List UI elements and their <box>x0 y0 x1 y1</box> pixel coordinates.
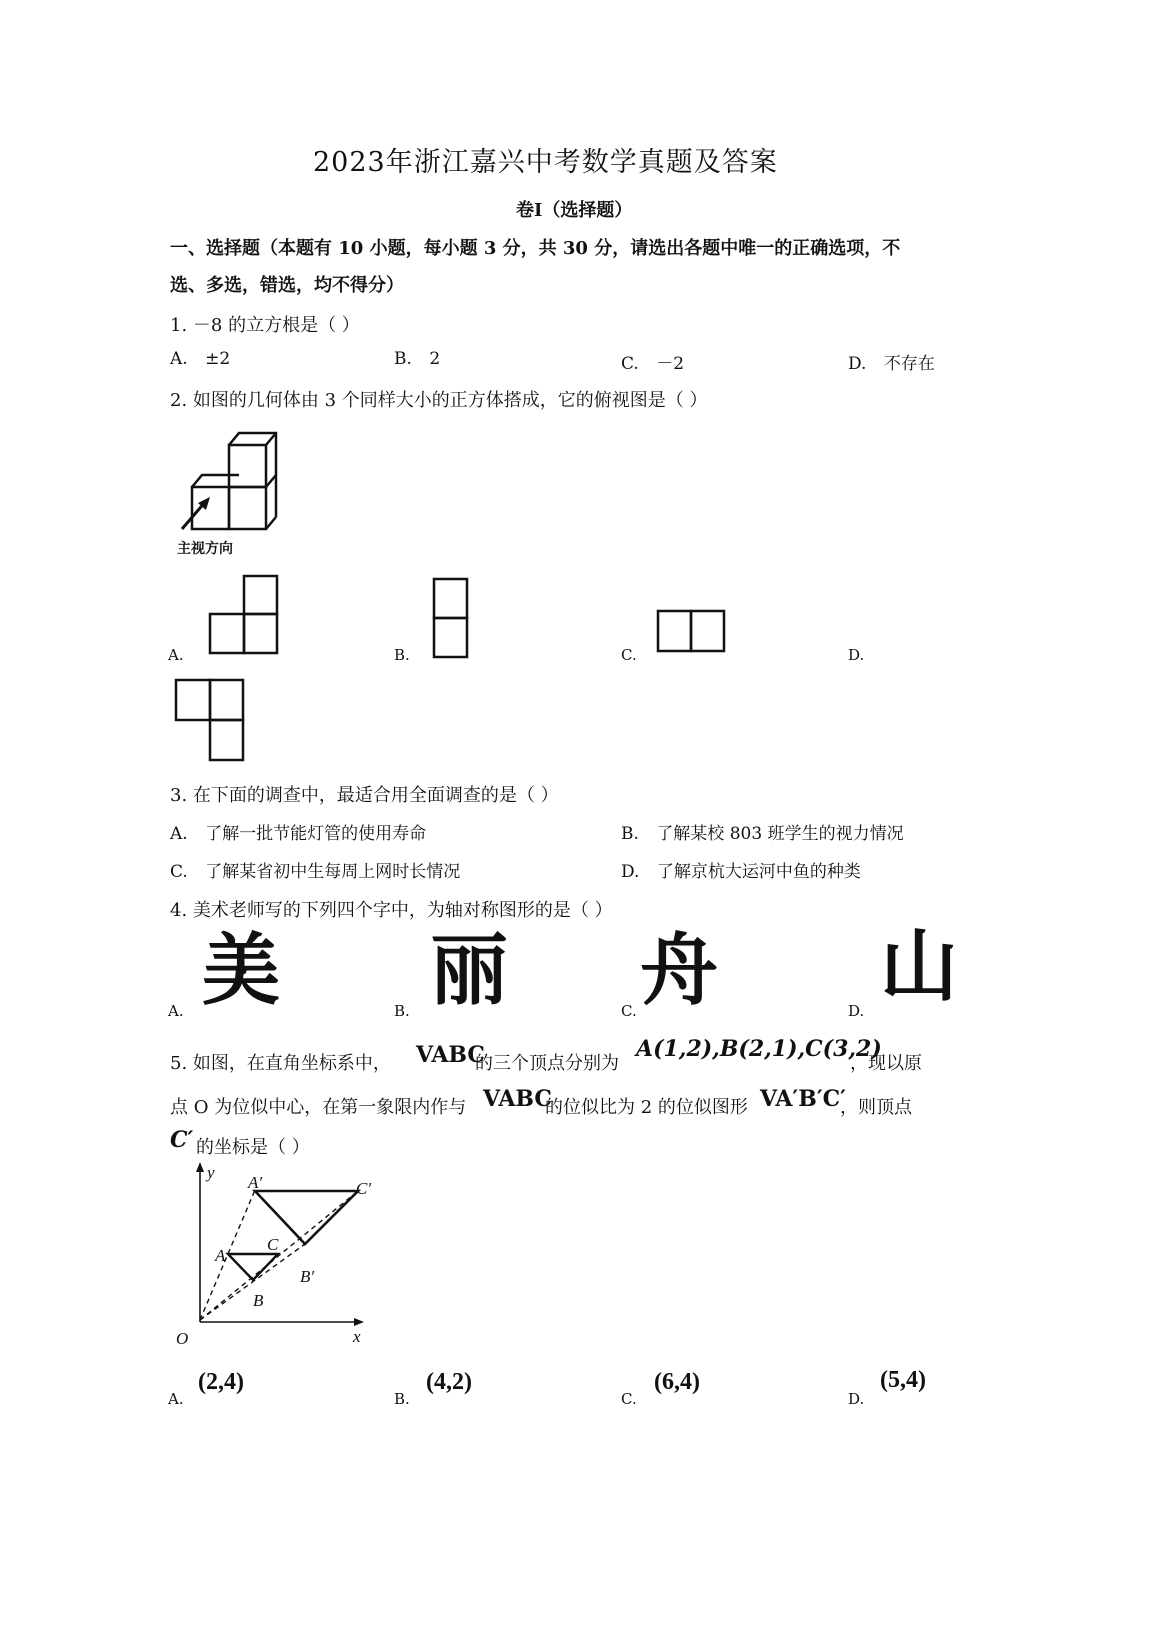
option-text: 了解京杭大运河中鱼的种类 <box>656 862 861 882</box>
option-text: 了解某校 803 班学生的视力情况 <box>656 824 904 844</box>
question-4-stem: 4. 美术老师写的下列四个字中，为轴对称图形的是（ ） <box>170 900 613 921</box>
q5-line2-part2: 的位似比为 2 的位似图形 <box>545 1097 748 1118</box>
q5-line2-part1: 点 O 为位似中心，在第一象限内作与 <box>170 1097 467 1118</box>
option-letter: C. <box>621 354 639 374</box>
q3-option-a <box>170 819 426 844</box>
q5-line1-part2: 的三个顶点分别为 <box>475 1053 619 1074</box>
q4-option-c-label: C. <box>621 1002 637 1020</box>
q3-option-b <box>621 819 904 844</box>
option-text: 2 <box>429 349 441 369</box>
origin-label: O <box>176 1329 189 1348</box>
q5-option-c-value: (6,4) <box>654 1369 700 1395</box>
option-text: 了解某省初中生每周上网时长情况 <box>205 862 461 882</box>
q2-option-c-figure <box>656 609 728 655</box>
option-letter: A. <box>170 349 188 369</box>
q2-option-b-label: B. <box>394 646 410 664</box>
section-heading-line2: 选、多选，错选，均不得分） <box>170 275 404 296</box>
q1-option-a <box>170 349 230 369</box>
option-letter: D. <box>621 862 640 882</box>
q5-triangle-image: VA′B′C′ <box>760 1086 846 1112</box>
section-heading-line1: 一、选择题（本题有 10 小题，每小题 3 分，共 30 分，请选出各题中唯一的正确选项，不 <box>170 238 901 259</box>
page-title: 2023年浙江嘉兴中考数学真题及答案 <box>313 147 778 178</box>
option-text: 不存在 <box>883 354 935 374</box>
q5-line1-part3: ，现以原 <box>850 1053 922 1074</box>
option-text: －2 <box>656 354 685 374</box>
q5-option-b-label: B. <box>394 1390 410 1408</box>
q5-line2-part3: ，则顶点 <box>840 1097 912 1118</box>
q5-option-a-label: A. <box>168 1390 184 1408</box>
q1-option-c <box>621 349 684 374</box>
point-b-prime-label: B′ <box>300 1267 315 1286</box>
figure-caption: 主视方向 <box>177 541 233 557</box>
paper-label: 卷Ⅰ（选择题） <box>516 200 633 221</box>
q2-option-c-label: C. <box>621 646 637 664</box>
q2-option-d-label: D. <box>848 646 865 664</box>
point-b-label: B <box>253 1291 264 1310</box>
q4-option-c-char: 舟 <box>640 925 719 1016</box>
option-letter: A. <box>170 824 188 844</box>
option-letter: B. <box>621 824 639 844</box>
q4-option-d-label: D. <box>848 1002 865 1020</box>
option-text: 了解一批节能灯管的使用寿命 <box>205 824 427 844</box>
q5-option-d-value: (5,4) <box>880 1367 926 1393</box>
q5-option-d-label: D. <box>848 1390 865 1408</box>
option-letter: C. <box>170 862 188 882</box>
option-text: ±2 <box>205 349 231 369</box>
q3-option-c <box>170 857 460 882</box>
q5-option-b-value: (4,2) <box>426 1369 472 1395</box>
question-3-stem: 3. 在下面的调查中，最适合用全面调查的是（ ） <box>170 785 559 806</box>
q1-option-d <box>848 349 935 374</box>
question-1-stem: 1. －8 的立方根是（ ） <box>170 315 360 336</box>
q4-option-a-char: 美 <box>202 925 281 1016</box>
q5-vertex-coords: A(1,2),B(2,1),C(3,2) <box>636 1036 882 1062</box>
q4-option-b-char: 丽 <box>430 925 509 1016</box>
q4-option-a-label: A. <box>168 1002 184 1020</box>
q5-line3: 的坐标是（ ） <box>196 1137 310 1158</box>
q3-option-d <box>621 857 861 882</box>
point-a-prime-label: A′ <box>248 1173 263 1192</box>
q5-triangle-abc: VABC <box>416 1042 485 1068</box>
axis-label-x: x <box>353 1327 361 1346</box>
q2-option-d-figure <box>174 678 248 764</box>
option-letter: B. <box>394 349 412 369</box>
coordinate-figure <box>170 1160 380 1350</box>
q2-option-a-figure <box>208 574 280 656</box>
q5-line1-part1: 5. 如图，在直角坐标系中， <box>170 1053 391 1074</box>
q4-option-b-label: B. <box>394 1002 410 1020</box>
option-letter: D. <box>848 354 867 374</box>
question-2-stem: 2. 如图的几何体由 3 个同样大小的正方体搭成，它的俯视图是（ ） <box>170 390 708 411</box>
q2-option-b-figure <box>432 577 470 661</box>
point-c-label: C <box>267 1235 279 1254</box>
axis-label-y: y <box>207 1163 215 1182</box>
point-a-label: A <box>215 1246 226 1265</box>
q5-option-c-label: C. <box>621 1390 637 1408</box>
q5-option-a-value: (2,4) <box>198 1369 244 1395</box>
q4-option-d-char: 山 <box>880 921 959 1012</box>
point-c-prime-label: C′ <box>356 1179 372 1198</box>
q5-vertex-cprime: C′ <box>170 1127 194 1153</box>
q2-option-a-label: A. <box>168 646 184 664</box>
q5-triangle-abc-2: VABC <box>483 1086 552 1112</box>
q1-option-b <box>394 349 440 369</box>
